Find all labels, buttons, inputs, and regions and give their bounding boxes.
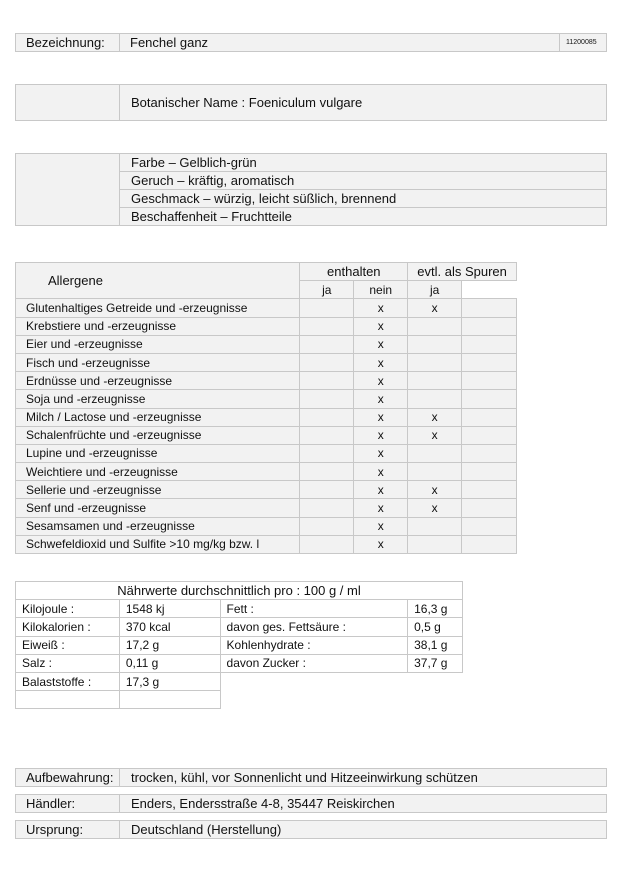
allergen-contained-no: x [354, 499, 408, 517]
allergen-empty-cell [462, 535, 517, 553]
allergen-contained-no: x [354, 335, 408, 353]
origin-value: Deutschland (Herstellung) [131, 822, 282, 837]
allergen-name: Sesamsamen und -erzeugnisse [16, 517, 300, 535]
nutrient-label: davon ges. Fettsäure : [220, 618, 408, 636]
allergen-contained-yes [300, 390, 354, 408]
allergen-name: Erdnüsse und -erzeugnisse [16, 372, 300, 390]
allergen-row [16, 353, 517, 371]
allergen-empty-cell [462, 299, 517, 317]
allergen-traces-yes [408, 463, 462, 481]
allergen-traces-yes: x [408, 499, 462, 517]
allergen-contained-yes [300, 481, 354, 499]
designation-label: Bezeichnung: [26, 35, 105, 50]
allergen-row [16, 517, 517, 535]
col-traces-yes: ja [408, 281, 462, 299]
nutrient-blank [220, 691, 408, 709]
property-smell: Geruch – kräftig, aromatisch [131, 173, 295, 188]
allergen-empty-cell [462, 426, 517, 444]
dealer-value: Enders, Endersstraße 4-8, 35447 Reiskirchen [131, 796, 395, 811]
allergen-name: Weichtiere und -erzeugnisse [16, 463, 300, 481]
product-name: Fenchel ganz [130, 35, 209, 50]
allergen-name: Schwefeldioxid und Sulfite >10 mg/kg bzw. l [16, 535, 300, 553]
col-no: nein [354, 281, 408, 299]
allergen-traces-yes [408, 335, 462, 353]
nutrient-label: davon Zucker : [220, 654, 408, 672]
nutrient-value: 38,1 g [408, 636, 463, 654]
origin-label: Ursprung: [26, 822, 84, 837]
nutrition-row [16, 600, 463, 618]
allergen-contained-yes [300, 299, 354, 317]
allergen-row [16, 499, 517, 517]
allergen-empty-cell [462, 353, 517, 371]
allergen-contained-no: x [354, 390, 408, 408]
allergen-name: Lupine und -erzeugnisse [16, 444, 300, 462]
allergen-contained-no: x [354, 372, 408, 390]
nutrient-value: 1548 kj [119, 600, 220, 618]
allergen-empty-cell [462, 499, 517, 517]
nutrient-label: Kilojoule : [16, 600, 120, 618]
allergen-traces-yes: x [408, 426, 462, 444]
origin-row [15, 820, 607, 839]
nutrition-table [15, 581, 463, 709]
nutrient-label [16, 691, 120, 709]
allergen-empty-cell [462, 517, 517, 535]
nutrient-label: Salz : [16, 654, 120, 672]
traces-header: evtl. als Spuren [408, 263, 517, 281]
allergen-name: Milch / Lactose und -erzeugnisse [16, 408, 300, 426]
allergen-row [16, 335, 517, 353]
property-texture: Beschaffenheit – Fruchtteile [131, 209, 292, 224]
allergen-row [16, 299, 517, 317]
allergen-name: Soja und -erzeugnisse [16, 390, 300, 408]
allergen-name: Krebstiere und -erzeugnisse [16, 317, 300, 335]
allergen-empty-cell [462, 317, 517, 335]
allergen-traces-yes [408, 444, 462, 462]
col-yes: ja [300, 281, 354, 299]
allergen-contained-yes [300, 372, 354, 390]
nutrition-row [16, 636, 463, 654]
allergen-row [16, 463, 517, 481]
allergen-contained-no: x [354, 535, 408, 553]
allergen-contained-yes [300, 408, 354, 426]
allergen-traces-yes [408, 390, 462, 408]
nutrient-value: 370 kcal [119, 618, 220, 636]
allergen-empty-cell [462, 390, 517, 408]
nutrient-value: 17,3 g [119, 672, 220, 690]
allergen-contained-yes [300, 335, 354, 353]
allergen-row [16, 372, 517, 390]
nutrition-title: Nährwerte durchschnittlich pro : 100 g / ml [16, 582, 463, 600]
designation-row [15, 33, 607, 52]
properties-block [15, 153, 607, 226]
nutrient-value: 37,7 g [408, 654, 463, 672]
allergen-traces-yes [408, 535, 462, 553]
allergen-title: Allergene [16, 263, 300, 299]
allergen-row [16, 444, 517, 462]
allergen-contained-no: x [354, 426, 408, 444]
dealer-row [15, 794, 607, 813]
allergen-traces-yes: x [408, 481, 462, 499]
nutrition-row [16, 672, 463, 690]
allergen-contained-no: x [354, 463, 408, 481]
allergen-contained-yes [300, 463, 354, 481]
allergen-contained-yes [300, 317, 354, 335]
allergen-contained-yes [300, 535, 354, 553]
nutrient-label: Kohlenhydrate : [220, 636, 408, 654]
nutrition-row [16, 654, 463, 672]
nutrient-blank [220, 672, 408, 690]
nutrient-value: 0,11 g [119, 654, 220, 672]
allergen-contained-no: x [354, 444, 408, 462]
allergen-row [16, 481, 517, 499]
allergen-traces-yes [408, 353, 462, 371]
allergen-name: Fisch und -erzeugnisse [16, 353, 300, 371]
nutrient-value: 0,5 g [408, 618, 463, 636]
allergen-contained-no: x [354, 481, 408, 499]
storage-row [15, 768, 607, 787]
nutrition-row [16, 618, 463, 636]
allergen-traces-yes [408, 372, 462, 390]
storage-label: Aufbewahrung: [26, 770, 114, 785]
allergen-name: Glutenhaltiges Getreide und -erzeugnisse [16, 299, 300, 317]
nutrient-label: Balaststoffe : [16, 672, 120, 690]
botanical-row [15, 84, 607, 121]
allergen-empty-cell [462, 481, 517, 499]
allergen-name: Sellerie und -erzeugnisse [16, 481, 300, 499]
nutrient-label: Fett : [220, 600, 408, 618]
allergen-row [16, 408, 517, 426]
allergen-contained-no: x [354, 353, 408, 371]
allergen-empty-cell [462, 335, 517, 353]
nutrient-value [119, 691, 220, 709]
nutrient-blank [408, 691, 463, 709]
allergen-row [16, 317, 517, 335]
allergen-name: Schalenfrüchte und -erzeugnisse [16, 426, 300, 444]
nutrient-value: 17,2 g [119, 636, 220, 654]
allergen-name: Eier und -erzeugnisse [16, 335, 300, 353]
allergen-empty-cell [462, 463, 517, 481]
dealer-label: Händler: [26, 796, 76, 811]
nutrition-row [16, 691, 463, 709]
botanical-name: Botanischer Name : Foeniculum vulgare [131, 95, 363, 110]
allergen-contained-no: x [354, 317, 408, 335]
allergen-contained-yes [300, 517, 354, 535]
allergen-contained-no: x [354, 408, 408, 426]
allergen-contained-yes [300, 353, 354, 371]
allergen-empty-cell [462, 408, 517, 426]
contained-header: enthalten [300, 263, 408, 281]
property-color: Farbe – Gelblich-grün [131, 155, 257, 170]
nutrient-label: Eiweiß : [16, 636, 120, 654]
allergen-traces-yes: x [408, 299, 462, 317]
allergen-contained-yes [300, 444, 354, 462]
allergen-contained-yes [300, 499, 354, 517]
allergen-name: Senf und -erzeugnisse [16, 499, 300, 517]
allergen-contained-no: x [354, 517, 408, 535]
allergen-row [16, 426, 517, 444]
allergen-row [16, 390, 517, 408]
nutrient-label: Kilokalorien : [16, 618, 120, 636]
allergen-traces-yes: x [408, 408, 462, 426]
allergen-contained-yes [300, 426, 354, 444]
allergen-traces-yes [408, 317, 462, 335]
allergen-contained-no: x [354, 299, 408, 317]
nutrient-blank [408, 672, 463, 690]
allergen-traces-yes [408, 517, 462, 535]
allergen-empty-cell [462, 444, 517, 462]
nutrient-value: 16,3 g [408, 600, 463, 618]
storage-value: trocken, kühl, vor Sonnenlicht und Hitzeeinwirkung schützen [131, 770, 478, 785]
article-code: 11200085 [566, 39, 597, 46]
property-taste: Geschmack – würzig, leicht süßlich, brennend [131, 191, 397, 206]
col-empty [462, 281, 517, 299]
allergen-row [16, 535, 517, 553]
allergen-empty-cell [462, 372, 517, 390]
allergen-table [15, 262, 517, 554]
